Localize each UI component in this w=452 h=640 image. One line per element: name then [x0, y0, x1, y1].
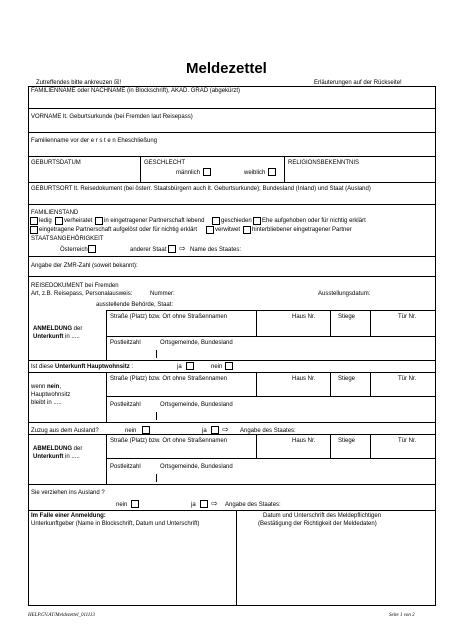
- divider: [284, 156, 285, 182]
- footer-left: HELP.GV.AT/Meldezettel_011113: [28, 613, 95, 618]
- stiege-label-2: Stiege: [338, 376, 356, 382]
- ortsgemeinde-label: Ortsgemeinde, Bundesland: [160, 340, 233, 346]
- im-falle-label: Im Falle einer Anmeldung:: [31, 513, 106, 519]
- abmeldung-bold: ABMELDUNG: [33, 446, 72, 452]
- geschlecht-label: GESCHLECHT: [144, 160, 186, 166]
- divider: [330, 310, 331, 336]
- anmeldung-title: [33, 326, 82, 333]
- divider: [156, 474, 157, 482]
- divider: [156, 350, 157, 358]
- ausstellende-behoerde-label: ausstellende Behörde, Staat:: [96, 302, 174, 308]
- hws-q2: Unterkunft Hauptwohnsitz: [55, 364, 130, 370]
- geburtsort-label: GEBURTSORT lt. Reisedokument (bei österr. Staatsbürgern auch lt. Geburtsurkunde); Bundesland (Inland) und Staat (Ausland): [31, 186, 371, 192]
- verziehen-ja-checkbox[interactable]: [200, 500, 208, 508]
- divider: [106, 372, 107, 422]
- divider: [370, 434, 371, 458]
- hint-right: Erläuterungen auf der Rückseite!: [314, 80, 402, 86]
- anderer-staat-label: anderer Staat: [130, 247, 167, 253]
- tuer-nr-label-2: Tür Nr.: [398, 376, 417, 382]
- abmeldung-der: der: [73, 446, 83, 452]
- familienstand-label: FAMILIENSTAND: [31, 210, 79, 216]
- anderer-staat-checkbox[interactable]: [168, 245, 176, 253]
- zuzug-nein-label: nein: [125, 428, 137, 434]
- divider: [106, 310, 436, 311]
- ja-label: ja: [177, 364, 182, 370]
- reisedokument-label: REISEDOKUMENT bei Fremden: [31, 283, 119, 289]
- ortsgemeinde-label-3: Ortsgemeinde, Bundesland: [160, 464, 233, 470]
- eingetragen-label: in eingetragener Partnerschaft lebend: [104, 218, 205, 224]
- oesterreich-label: Österreich: [60, 247, 88, 253]
- anmeldung-unterkunft: Unterkunft: [33, 334, 64, 340]
- abmeldung-sub: [33, 454, 80, 461]
- postleitzahl-label-3: Postleitzahl: [110, 464, 141, 470]
- divider: [330, 434, 331, 458]
- tuer-nr-label-3: Tür Nr.: [398, 438, 417, 444]
- nummer-label: Nummer:: [150, 291, 175, 297]
- strasse-label: Straße (Platz) bzw. Ort ohne Straßennamen: [110, 314, 228, 320]
- divider: [28, 422, 436, 423]
- abmeldung-in: in .....: [65, 454, 80, 460]
- zuzug-ja-label: ja: [202, 428, 207, 434]
- divider: [28, 484, 436, 485]
- maennlich-label: männlich: [176, 170, 201, 176]
- verziehen-staat-label: Angabe des Staates:: [225, 502, 281, 508]
- wenn-nein-label: [31, 384, 61, 391]
- divider: [106, 458, 436, 459]
- abmeldung-title: [33, 446, 82, 453]
- verziehen-label: Sie verziehen ins Ausland ?: [31, 490, 105, 496]
- verziehen-nein-label: nein: [116, 502, 128, 508]
- strasse-label-3: Straße (Platz) bzw. Ort ohne Straßennamen: [110, 438, 228, 444]
- divider: [236, 510, 237, 606]
- tuer-nr-label: Tür Nr.: [398, 314, 417, 320]
- divider: [106, 396, 436, 397]
- zuzug-label: Zuzug aus dem Ausland?: [31, 428, 99, 434]
- divider: [28, 108, 436, 109]
- vorname-label: VORNAME lt. Geburtsurkunde (bei Fremden laut Reisepass): [31, 114, 193, 120]
- geburtsdatum-label: GEBURTSDATUM: [31, 160, 81, 166]
- anmeldung-der: der: [73, 326, 83, 332]
- divider: [28, 132, 436, 133]
- verheiratet-label: verheiratet: [64, 218, 93, 224]
- hauptwohnsitz-ja-checkbox[interactable]: [186, 362, 194, 370]
- hinterblieben-label: hinterbliebener eingetragener Partner: [252, 227, 352, 233]
- ortsgemeinde-label-2: Ortsgemeinde, Bundesland: [160, 402, 233, 408]
- divider: [28, 360, 436, 361]
- ledig-checkbox[interactable]: [30, 217, 38, 225]
- weiblich-checkbox[interactable]: [268, 168, 276, 176]
- verziehen-nein-checkbox[interactable]: [131, 500, 139, 508]
- geschieden-label: geschieden: [221, 218, 252, 224]
- name-vor-ehe-label: Familienname vor der e r s t e n Eheschließung: [31, 138, 158, 144]
- hauptwohnsitz-nein-checkbox[interactable]: [225, 362, 233, 370]
- arrow-right-icon: ⇨: [179, 244, 186, 253]
- divider: [28, 256, 436, 257]
- zuzug-staat-label: Angabe des Staates:: [240, 428, 296, 434]
- postleitzahl-label-2: Postleitzahl: [110, 402, 141, 408]
- page-title: Meldezettel: [186, 60, 267, 77]
- divider: [28, 372, 436, 373]
- zmr-label: Angabe der ZMR-Zahl (soweit bekannt):: [31, 263, 138, 269]
- maennlich-checkbox[interactable]: [203, 168, 211, 176]
- haus-nr-label-2: Haus Nr.: [292, 376, 316, 382]
- eingetragen-checkbox[interactable]: [95, 217, 103, 225]
- stiege-label: Stiege: [338, 314, 356, 320]
- anmeldung-in: in .....: [65, 334, 80, 340]
- divider: [140, 156, 141, 182]
- hws-bleibt-1: Hauptwohnsitz: [31, 392, 71, 398]
- arrow-right-icon: ⇨: [222, 425, 229, 434]
- arrow-right-icon: ⇨: [211, 499, 218, 508]
- hinterblieben-checkbox[interactable]: [243, 226, 251, 234]
- verheiratet-checkbox[interactable]: [55, 217, 63, 225]
- zuzug-ja-checkbox[interactable]: [211, 426, 219, 434]
- strasse-label-2: Straße (Platz) bzw. Ort ohne Straßennamen: [110, 376, 228, 382]
- anmeldung-bold: ANMELDUNG: [33, 326, 72, 332]
- zuzug-nein-checkbox[interactable]: [142, 426, 150, 434]
- unterkunftgeber-label: Unterkunftgeber (Name in Blockschrift, Datum und Unterschrift): [31, 521, 200, 527]
- divider: [106, 434, 107, 484]
- religion-label: RELIGIONSBEKENNTNIS: [288, 160, 360, 166]
- divider: [256, 372, 257, 396]
- divider: [370, 310, 371, 336]
- divider: [330, 372, 331, 396]
- verziehen-ja-label: ja: [191, 502, 196, 508]
- bestaetigung-label: (Bestätigung der Richtigkeit der Meldedaten): [258, 521, 377, 527]
- divider: [106, 336, 436, 337]
- ausstellungsdatum-label: Ausstellungsdatum:: [318, 291, 371, 297]
- haus-nr-label-3: Haus Nr.: [292, 438, 316, 444]
- ehe-aufgehoben-checkbox[interactable]: [253, 217, 261, 225]
- oesterreich-checkbox[interactable]: [88, 245, 96, 253]
- nein-bold: nein: [47, 384, 60, 390]
- hws-q3: :: [131, 364, 134, 370]
- partnerschaft-aufgeloest-checkbox[interactable]: [30, 226, 38, 234]
- ledig-label: ledig: [39, 218, 52, 224]
- hws-bleibt-2: bleibt in .....: [31, 400, 62, 406]
- partnerschaft-aufgeloest-label: eingetragene Partnerschaft aufgelöst oder für nichtig erklärt: [39, 227, 198, 233]
- divider: [256, 434, 257, 458]
- abmeldung-unterkunft: Unterkunft: [33, 454, 64, 460]
- divider: [28, 276, 436, 277]
- footer-right: Seite 1 von 2: [389, 613, 415, 618]
- hauptwohnsitz-question: [31, 364, 133, 371]
- stiege-label-3: Stiege: [338, 438, 356, 444]
- verwitwet-checkbox[interactable]: [206, 226, 214, 234]
- postleitzahl-label: Postleitzahl: [110, 340, 141, 346]
- reisedokument-art-label: Art, z.B. Reisepass, Personalausweis:: [31, 291, 133, 297]
- divider: [28, 204, 436, 205]
- wenn: wenn: [31, 384, 46, 390]
- anmeldung-sub: [33, 334, 80, 341]
- verwitwet-label: verwitwet: [215, 227, 241, 233]
- divider: [256, 310, 257, 336]
- divider: [28, 156, 436, 157]
- geschieden-checkbox[interactable]: [212, 217, 220, 225]
- name-des-staates-label: Name des Staates:: [190, 247, 242, 253]
- haus-nr-label: Haus Nr.: [292, 314, 316, 320]
- divider: [28, 182, 436, 183]
- weiblich-label: weiblich: [244, 170, 266, 176]
- divider: [156, 412, 157, 420]
- nein-label: nein: [211, 364, 223, 370]
- hint-left: Zutreffendes bitte ankreuzen ☒!: [36, 80, 121, 86]
- divider: [28, 510, 436, 511]
- ehe-aufgehoben-label: Ehe aufgehoben oder für nichtig erklärt: [262, 218, 366, 224]
- divider: [106, 310, 107, 360]
- familienname-label: FAMILIENNAME oder NACHNAME (in Blockschrift), AKAD. GRAD (abgekürzt): [31, 88, 241, 94]
- comma: ,: [59, 384, 62, 390]
- divider: [370, 372, 371, 396]
- divider: [28, 434, 436, 435]
- staatsangehoerigkeit-label: STAATSANGEHÖRIGKEIT: [31, 236, 104, 242]
- hws-q1: Ist diese: [31, 364, 54, 370]
- datum-unterschrift-label: Datum und Unterschrift des Meldepflichtigen: [263, 513, 382, 519]
